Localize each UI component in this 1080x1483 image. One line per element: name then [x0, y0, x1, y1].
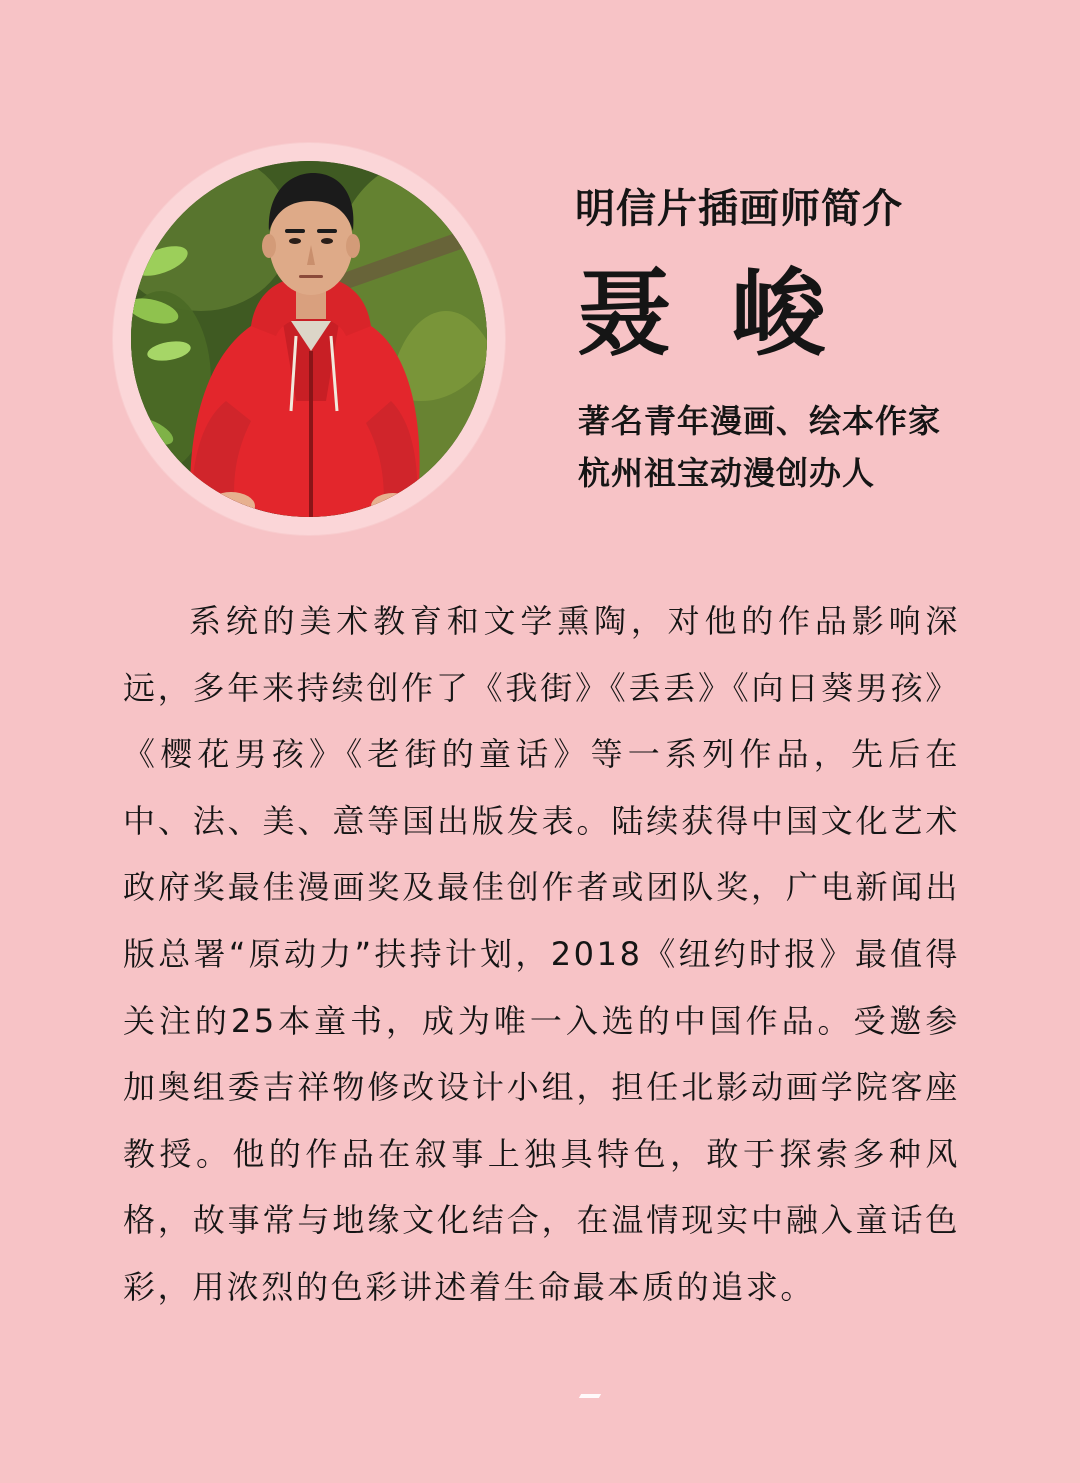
decorative-mark: [579, 1394, 601, 1398]
portrait-illustration: [131, 161, 487, 517]
person-name: 聂峻: [577, 260, 886, 369]
page-kicker: 明信片插画师简介: [575, 186, 903, 232]
portrait-photo: [131, 161, 487, 517]
role-line-1: 著名青年漫画、绘本作家: [578, 402, 942, 440]
biography-paragraph: 系统的美术教育和文学熏陶，对他的作品影响深远，多年来持续创作了《我街》《丢丢》《向日葵男孩》《樱花男孩》《老街的童话》等一系列作品，先后在中、法、美、意等国出版发表。陆续获得中国文化艺术政府奖最佳漫画奖及最佳创作者或团队奖，广电新闻出版总署“原动力”扶持计划，2018《纽约时报》最值得关注的25本童书，成为唯一入选的中国作品。受邀参加奥组委吉祥物修改设计小组，担任北影动画学院客座教授。他的作品在叙事上独具特色，敢于探索多种风格，故事常与地缘文化结合，在温情现实中融入童话色彩，用浓烈的色彩讲述着生命最本质的追求。: [123, 602, 960, 1306]
role-line-2: 杭州祖宝动漫创办人: [578, 454, 876, 492]
